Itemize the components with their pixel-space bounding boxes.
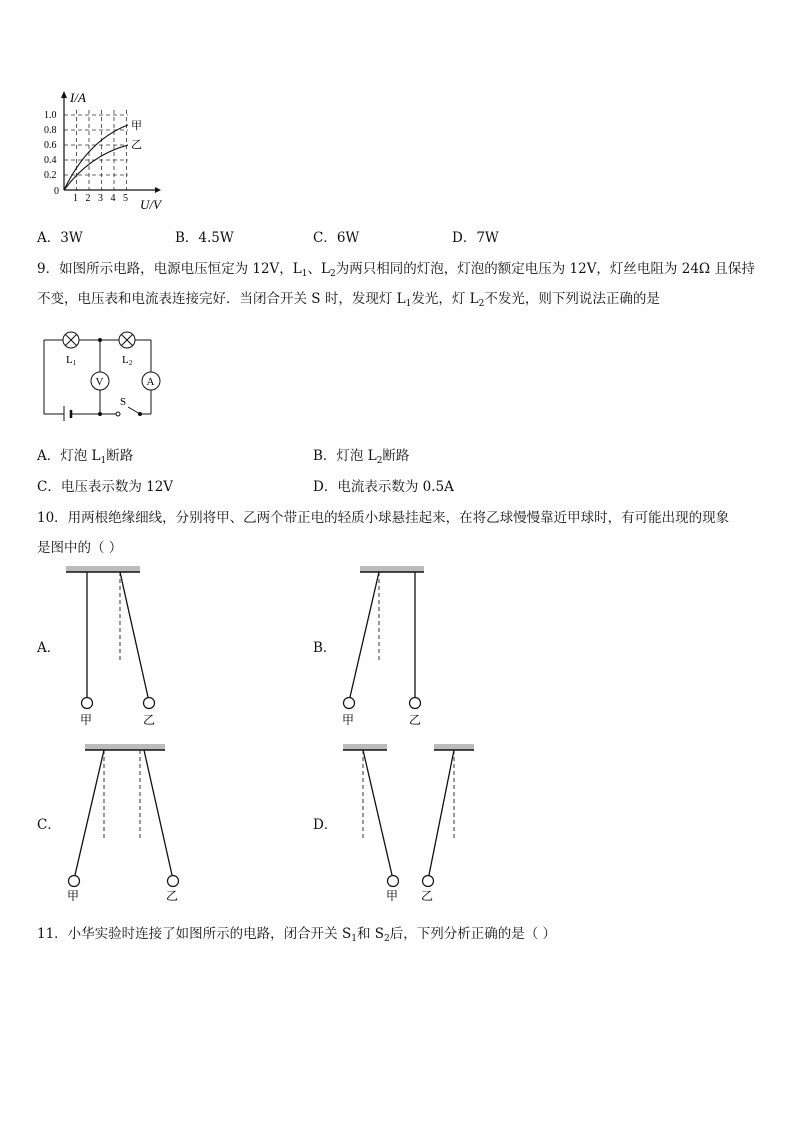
q8-option-d: D．7W (452, 230, 499, 246)
q9-option-b: B．灯泡 $L_2$断路 (313, 448, 410, 466)
q10-label-b: B． (313, 640, 337, 656)
x-tick: 1 (73, 193, 78, 204)
l1-label: L1 (66, 354, 77, 367)
ball-jia-label: 甲 (67, 889, 80, 903)
q9-option-a: A．灯泡 $L_1$断路 (37, 448, 134, 466)
ball-yi-label: 乙 (143, 713, 156, 727)
q9-stem-line2: 不变，电压表和电流表连接完好．当闭合开关 S 时，发现灯 $L_1$发光，灯 $L_2$不发光，则下列说法正确的是 (37, 291, 660, 309)
curve-yi (64, 145, 128, 190)
y-axis-label: I/A (70, 90, 86, 105)
q9-option-d: D．电流表示数为 0.5A (313, 479, 454, 495)
origin-label: 0 (54, 186, 59, 197)
ball-yi-label: 乙 (409, 713, 422, 727)
y-tick: 0.4 (44, 155, 57, 166)
ball-jia-label: 甲 (80, 713, 93, 727)
pendulum-figure-b (335, 562, 455, 732)
pendulum-figure-c (60, 740, 190, 905)
curve-jia-label: 甲 (131, 120, 142, 132)
voltmeter-label: V (95, 376, 104, 388)
x-tick: 2 (85, 193, 91, 204)
q11-stem: 11．小华实验时连接了如图所示的电路，闭合开关 $S_1$和 $S_2$后，下列分析正确的是（ ） (37, 926, 557, 944)
q10-label-c: C． (37, 817, 61, 833)
q8-option-a: A．3W (37, 230, 83, 246)
q9-option-c: C．电压表示数为 12V (37, 479, 174, 495)
ball-jia-label: 甲 (386, 889, 399, 903)
x-axis-label: U/V (140, 197, 161, 212)
pendulum-figure-a (60, 562, 180, 732)
y-tick: 0.6 (44, 140, 57, 151)
switch-label: S (120, 396, 127, 408)
circuit-diagram (38, 326, 168, 421)
iu-graph (30, 85, 180, 215)
y-tick: 0.2 (44, 170, 57, 181)
curve-jia (64, 125, 128, 190)
y-tick: 1.0 (44, 110, 57, 121)
l2-label: L2 (122, 354, 133, 367)
x-tick: 4 (110, 193, 116, 204)
q10-label-d: D． (313, 817, 338, 833)
q8-option-c: C．6W (313, 230, 360, 246)
ball-yi-label: 乙 (166, 889, 179, 903)
x-tick: 3 (98, 193, 103, 204)
q10-label-a: A． (37, 640, 61, 656)
ammeter-label: A (146, 376, 155, 388)
q10-stem-line1: 10．用两根绝缘细线，分别将甲、乙两个带正电的轻质小球悬挂起来，在将乙球慢慢靠近甲球时，有可能出现的现象 (37, 510, 730, 526)
pendulum-figure-d (335, 740, 485, 905)
q9-stem-line1: 9．如图所示电路，电源电压恒定为 12V，$L_1$、$L_2$为两只相同的灯泡，灯泡的额定电压为 12V，灯丝电阻为 24Ω 且保持 (37, 261, 755, 279)
curve-yi-label: 乙 (131, 139, 142, 151)
y-tick: 0.8 (44, 125, 57, 136)
ball-yi-label: 乙 (421, 889, 434, 903)
q10-stem-line2: 是图中的（ ） (37, 540, 123, 556)
x-tick: 5 (123, 193, 128, 204)
ball-jia-label: 甲 (342, 713, 355, 727)
q8-option-b: B．4.5W (175, 230, 234, 246)
